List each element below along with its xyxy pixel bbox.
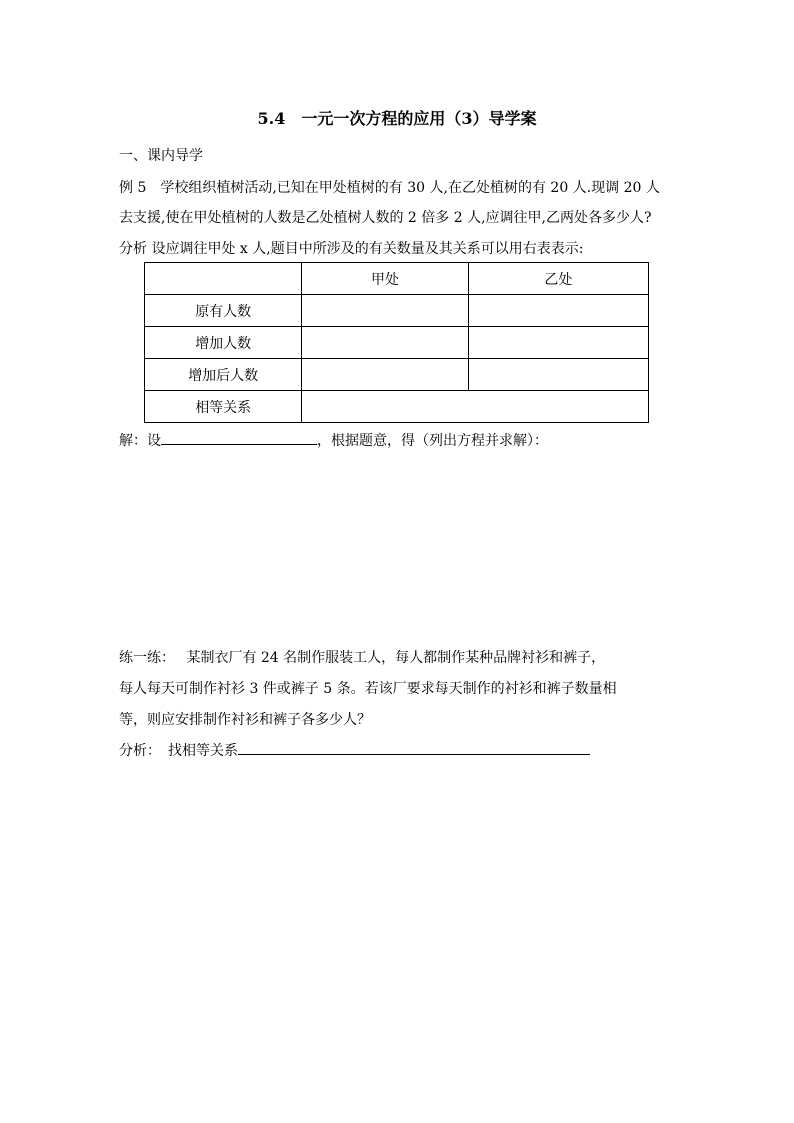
practice-analysis-prefix: 分析： 找相等关系 [119, 743, 238, 759]
example-analysis: 分析 设应调往甲处 x 人,题目中所涉及的有关数量及其关系可以用右表表示: [119, 241, 584, 257]
solution-blank[interactable] [161, 430, 317, 445]
table-header-row [145, 263, 649, 295]
row-label-after: 增加后人数 [145, 359, 302, 391]
table-header-yi: 乙处 [468, 263, 648, 295]
table-header-jia: 甲处 [302, 263, 468, 295]
table-row [145, 359, 649, 391]
cell-yi-increase[interactable] [468, 327, 648, 359]
row-label-original: 原有人数 [145, 295, 302, 327]
table-row [145, 295, 649, 327]
solution-suffix: ，根据题意，得（列出方程并求解）： [317, 433, 548, 449]
example-line-2: 去支援,使在甲处植树的人数是乙处植树人数的 2 倍多 2 人,应调往甲,乙两处各多少人? [119, 210, 652, 226]
relation-table [144, 262, 649, 423]
table-header-empty [145, 263, 302, 295]
equality-blank[interactable] [238, 740, 590, 755]
solution-line [119, 430, 548, 450]
cell-equality[interactable] [302, 391, 649, 423]
table-row [145, 391, 649, 423]
page-title: 5.4 一元一次方程的应用（3）导学案 [257, 109, 537, 128]
practice-analysis-line [119, 740, 590, 760]
cell-jia-increase[interactable] [302, 327, 468, 359]
solution-prefix: 解：设 [119, 433, 161, 449]
practice-line-2: 每人每天可制作衬衫 3 件或裤子 5 条。若该厂要求每天制作的衬衫和裤子数量相 [119, 681, 617, 697]
row-label-equality: 相等关系 [145, 391, 302, 423]
cell-jia-original[interactable] [302, 295, 468, 327]
example-line-1: 例 5 学校组织植树活动,已知在甲处植树的有 30 人,在乙处植树的有 20 人.现调 20 人 [119, 180, 660, 196]
cell-yi-after[interactable] [468, 359, 648, 391]
cell-jia-after[interactable] [302, 359, 468, 391]
row-label-increase: 增加人数 [145, 327, 302, 359]
section-heading: 一、课内导学 [119, 148, 203, 164]
cell-yi-original[interactable] [468, 295, 648, 327]
practice-line-3: 等，则应安排制作衬衫和裤子各多少人？ [119, 712, 371, 728]
practice-line-1: 练一练： 某制衣厂有 24 名制作服装工人，每人都制作某种品牌衬衫和裤子， [119, 650, 606, 666]
table-row [145, 327, 649, 359]
